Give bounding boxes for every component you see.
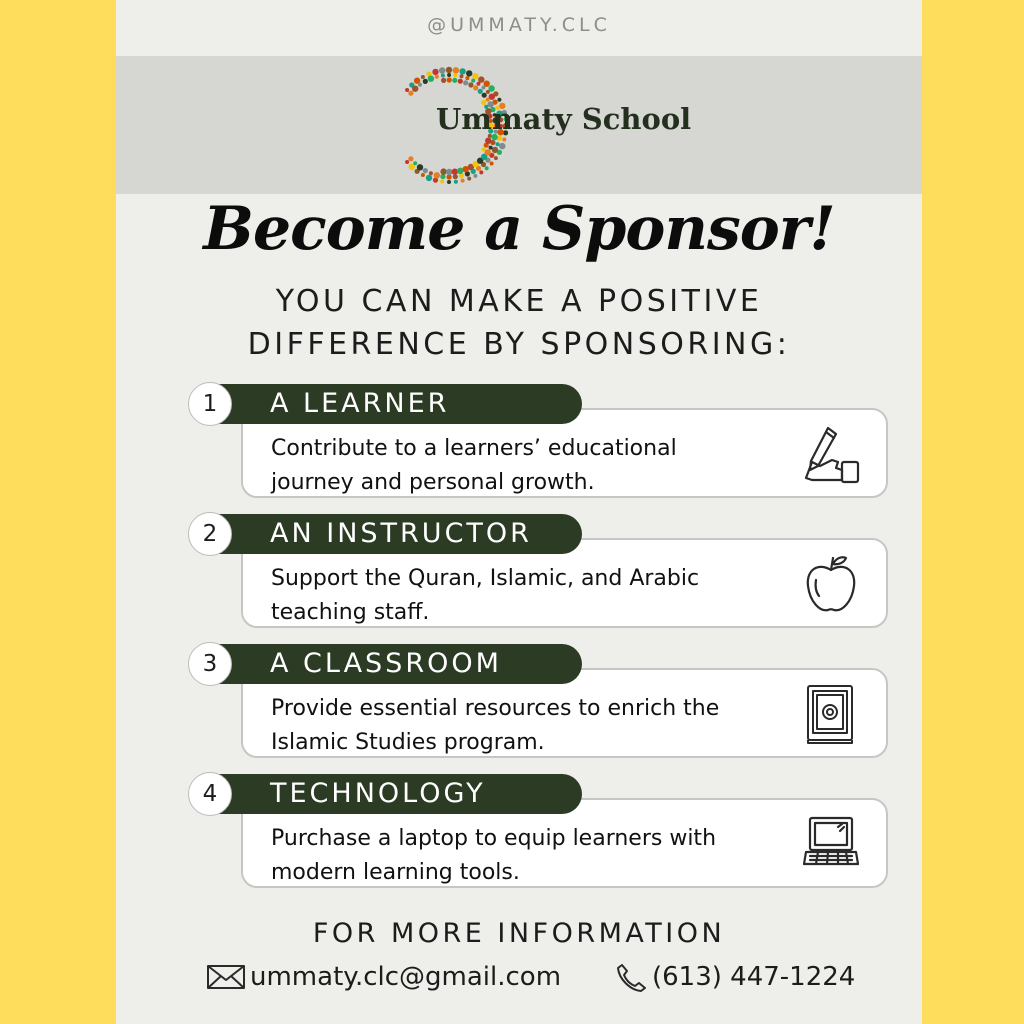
item-title: A CLASSROOM [270, 648, 502, 679]
logo-dot [468, 82, 473, 87]
item-number: 4 [188, 772, 232, 816]
logo-dot [473, 174, 477, 178]
logo-dot [421, 75, 425, 79]
item-title-pill [212, 644, 582, 684]
logo-dot [454, 180, 458, 184]
logo-dot [434, 172, 440, 178]
item-description [271, 562, 791, 630]
subheadline-line-1: YOU CAN MAKE A POSITIVE [275, 284, 763, 319]
logo-dot [440, 180, 444, 184]
item-title: AN INSTRUCTOR [270, 518, 532, 549]
item-description-line-1: Purchase a laptop to equip learners with [271, 826, 717, 851]
logo-dot [441, 78, 446, 83]
sponsor-flyer [116, 0, 922, 1024]
logo-dot [460, 74, 464, 78]
logo-band [116, 56, 922, 194]
logo-dot [482, 148, 486, 152]
social-handle: @UMMATY.CLC [427, 14, 611, 36]
logo-dot [457, 168, 463, 174]
logo-dot [465, 76, 469, 80]
logo-dot [435, 75, 439, 79]
logo-dot [471, 79, 475, 83]
logo-dot [478, 89, 483, 94]
logo-dot [459, 68, 465, 74]
sponsor-option-technology [186, 772, 906, 892]
item-title-pill [212, 514, 582, 554]
logo-dot [453, 67, 459, 73]
logo-dot [485, 138, 491, 144]
sponsor-option-learner [186, 382, 906, 502]
logo-dot [421, 173, 425, 177]
logo-dot [486, 98, 490, 102]
apple-icon [798, 552, 864, 616]
item-number: 3 [188, 642, 232, 686]
logo-dot [423, 168, 428, 173]
item-description-line-2: journey and personal growth. [271, 470, 595, 495]
phone-contact[interactable] [614, 962, 855, 992]
logo-dot [452, 78, 457, 83]
logo-dot [489, 146, 493, 150]
logo-dot [453, 73, 457, 77]
logo-dot [423, 79, 428, 84]
logo-dot [490, 162, 494, 166]
logo-dot [405, 160, 409, 164]
item-description-line-1: Provide essential resources to enrich the [271, 696, 720, 721]
logo-dot [446, 67, 452, 73]
logo-dot [496, 142, 500, 146]
subheadline [116, 280, 922, 366]
logo-dot [440, 168, 446, 174]
logo-dot [447, 180, 451, 184]
logo-dot [463, 80, 468, 85]
school-name: Ummaty School [436, 102, 692, 136]
item-description [271, 432, 791, 500]
logo-dot [447, 77, 452, 82]
item-title: TECHNOLOGY [270, 778, 486, 809]
logo-dot [446, 169, 452, 175]
logo-dot [441, 74, 445, 78]
logo-dot [479, 170, 483, 174]
logo-dot [492, 147, 498, 153]
logo-dot [417, 164, 423, 170]
logo-dot [477, 82, 481, 86]
logo-dot [472, 73, 478, 79]
logo-dot [499, 143, 505, 149]
logo-dot [412, 86, 418, 92]
logo-dot [418, 83, 422, 87]
phone-number[interactable]: (613) 447-1224 [652, 962, 856, 992]
logo-dot [405, 88, 409, 92]
logo-dot [466, 70, 472, 76]
more-info-heading: FOR MORE INFORMATION [312, 918, 726, 949]
item-description-line-1: Contribute to a learners’ educational [271, 436, 677, 461]
logo-dot [473, 85, 478, 90]
logo-dot [461, 179, 465, 183]
item-description-line-2: teaching staff. [271, 600, 430, 625]
logo-dot [413, 161, 417, 165]
item-title-pill [212, 384, 582, 424]
sponsor-option-instructor [186, 512, 906, 632]
logo-dot [458, 79, 463, 84]
item-description-line-2: modern learning tools. [271, 860, 520, 885]
logo-dot [452, 169, 458, 175]
item-title-pill [212, 774, 582, 814]
logo-dot [432, 69, 438, 75]
logo-dot [426, 175, 432, 181]
item-title: A LEARNER [270, 388, 450, 419]
logo-dot [447, 73, 451, 77]
logo-dot [408, 156, 413, 161]
page-title: Become a Sponsor! [203, 194, 835, 264]
logo-dot [453, 174, 458, 179]
logo-dot [485, 166, 489, 170]
laptop-icon [798, 812, 864, 876]
item-number: 2 [188, 512, 232, 556]
envelope-icon [206, 963, 246, 991]
logo-dot [486, 90, 490, 94]
email-address[interactable]: ummaty.clc@gmail.com [250, 962, 562, 992]
item-description-line-2: Islamic Studies program. [271, 730, 545, 755]
logo-dot [502, 138, 506, 142]
item-number: 1 [188, 382, 232, 426]
quran-book-icon [798, 682, 864, 746]
hand-writing-icon [798, 422, 864, 486]
logo-dot [482, 86, 486, 90]
logo-dot [428, 76, 434, 82]
logo-dot [429, 171, 433, 175]
logo-dot [494, 156, 498, 160]
subheadline-line-2: DIFFERENCE BY SPONSORING: [247, 327, 791, 362]
item-description [271, 692, 791, 760]
logo-dot [467, 177, 471, 181]
logo-dot [408, 91, 413, 96]
sponsor-option-classroom [186, 642, 906, 762]
email-contact[interactable] [206, 962, 561, 992]
item-description-line-1: Support the Quran, Islamic, and Arabic [271, 566, 700, 591]
logo-dot [482, 93, 487, 98]
item-description [271, 822, 791, 890]
logo-dot [439, 67, 445, 73]
phone-icon [614, 962, 648, 992]
